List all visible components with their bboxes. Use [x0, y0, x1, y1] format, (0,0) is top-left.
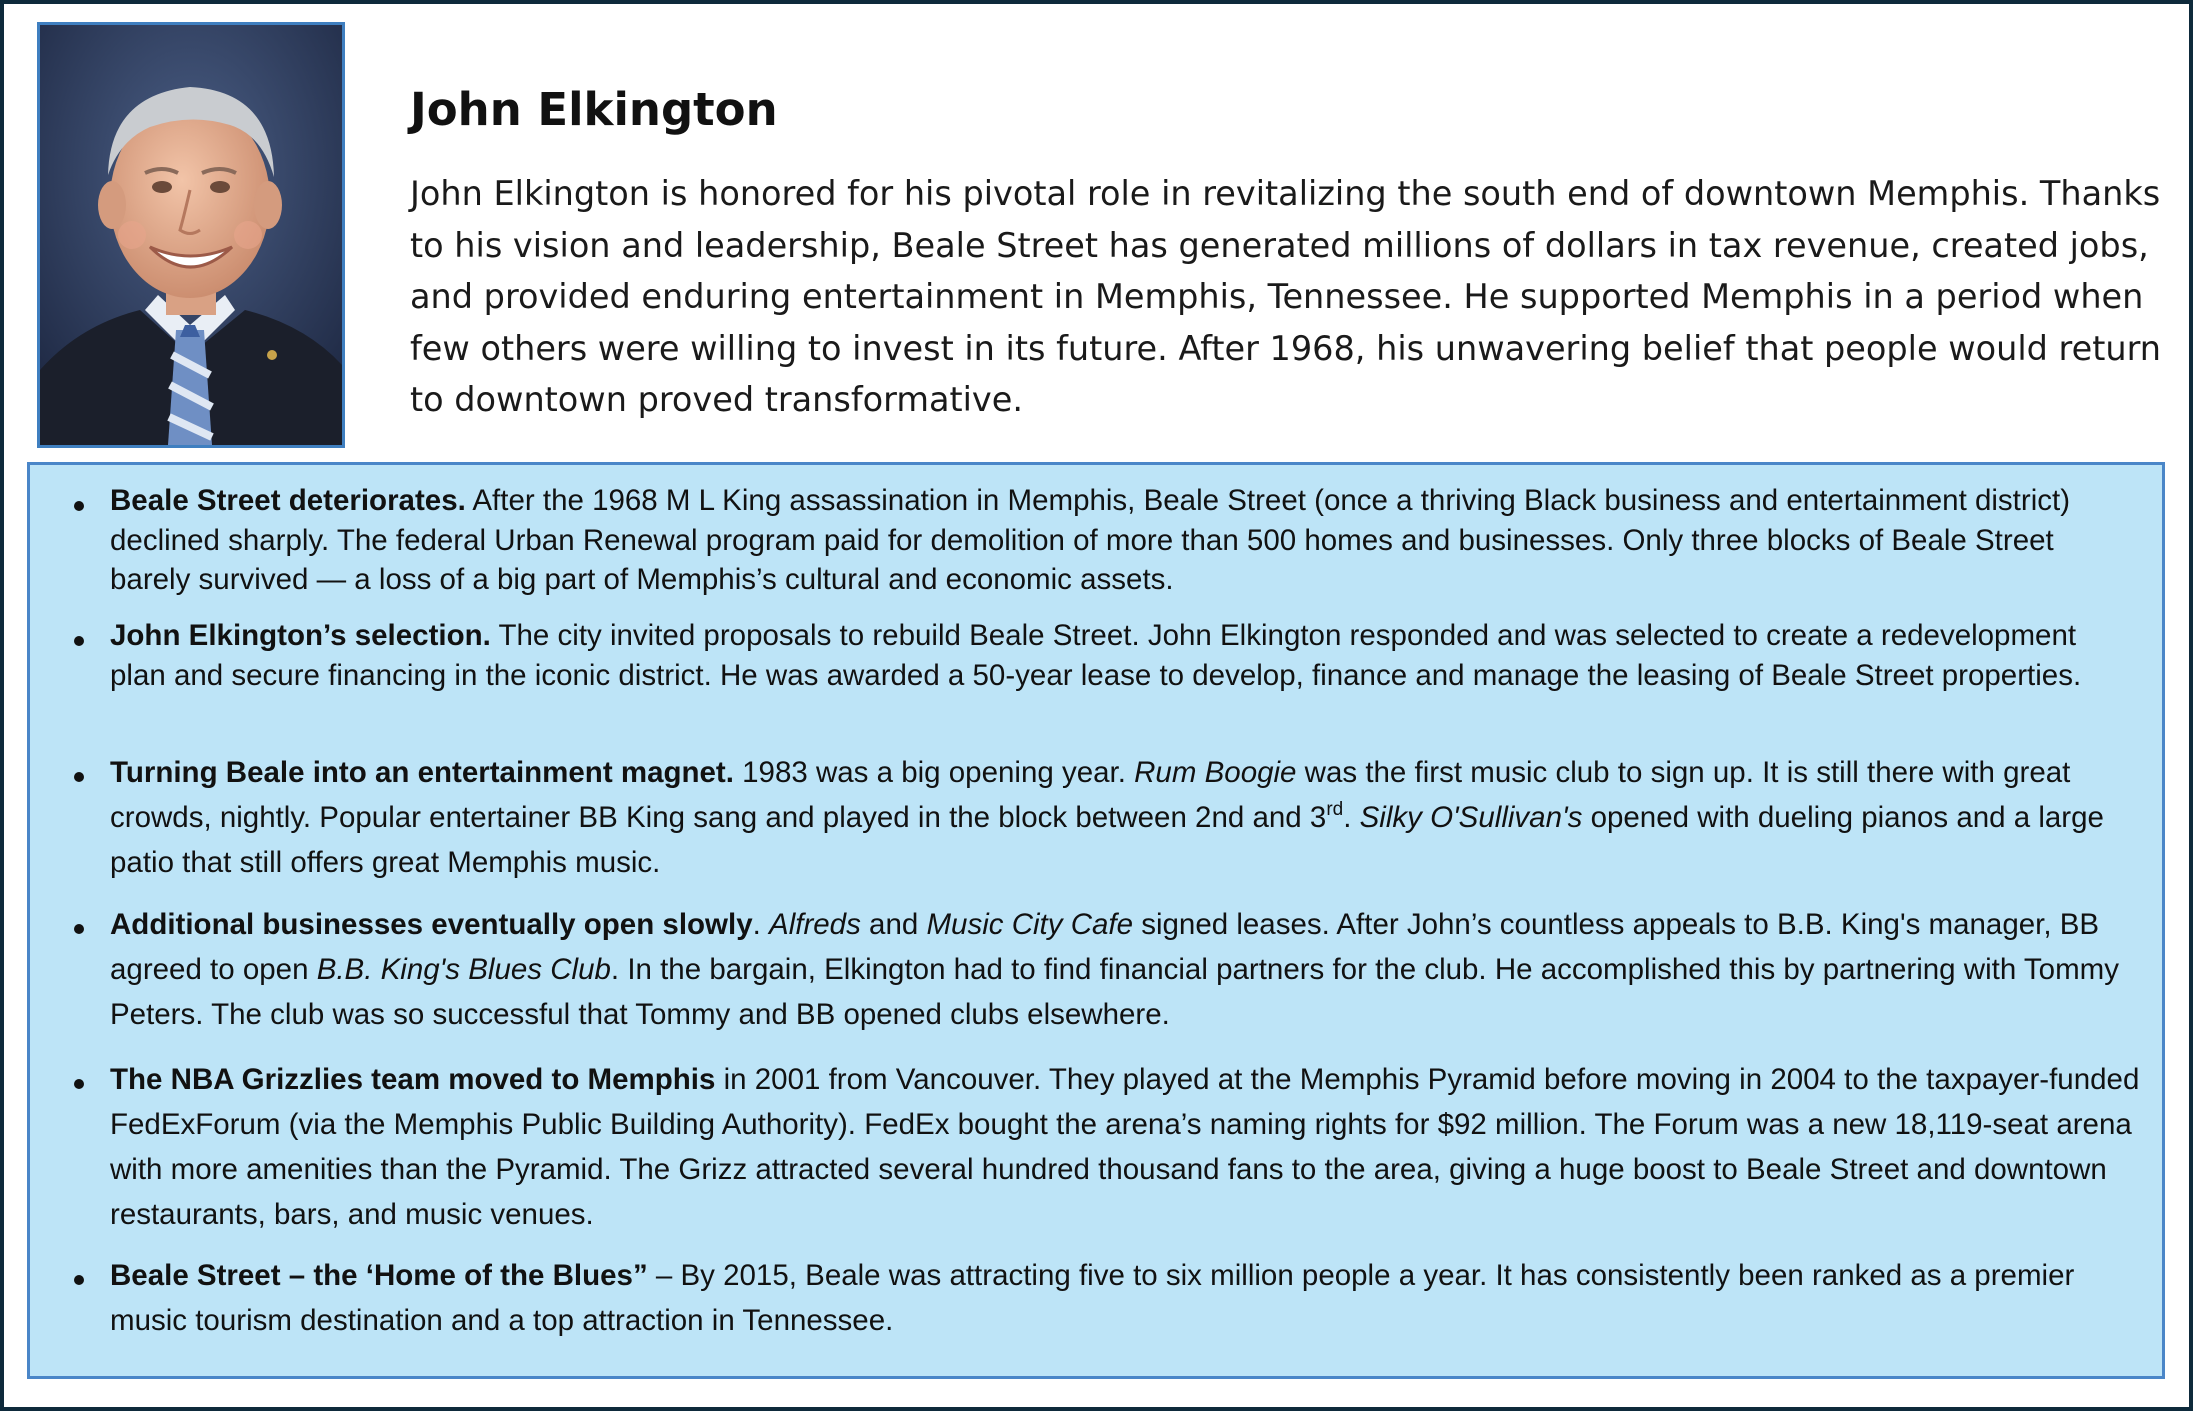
list-item-heading: John Elkington’s selection.: [110, 619, 491, 652]
list-item-body: . In the bargain, Elkington had to find financial partners for the club. He accomplished this by partnering with Tommy Peters. The club was so successful that Tommy and BB opened clubs elsewhere.: [110, 953, 2119, 1031]
highlights-panel: [27, 462, 2165, 1379]
list-item-heading: Beale Street – the ‘Home of the Blues”: [110, 1259, 648, 1292]
bullet-icon: [74, 924, 84, 934]
bullet-icon: [74, 1079, 84, 1089]
list-item-text: [110, 1057, 2140, 1237]
list-item-body: signed leases. After John’s countless appeals to B.B. King's manager, BB agreed to open: [110, 908, 2100, 986]
intro-paragraph: John Elkington is honored for his pivotal role in revitalizing the south end of downtown Memphis. Thanks to his vision and leadership, Beale Street has generated millions of dollars in tax revenue, created jobs, and provided enduring entertainment in Memphis, Tennessee. He supported Memphis in a period when few others were willing to invest in its future. After 1968, his unwavering belief that people would return to downtown proved transformative.: [410, 174, 2161, 419]
ordinal-suffix: rd: [1326, 799, 1344, 820]
venue-name: Music City Cafe: [926, 908, 1134, 941]
list-item-text: [110, 616, 2140, 695]
bullet-icon: [74, 636, 84, 646]
list-item-body: was the first music club to sign up. It is still there with great crowds, nightly. Popular entertainer BB King sang and played in the block between 2nd and 3: [110, 756, 2071, 834]
list-item-body: in 2001 from Vancouver. They played at the Memphis Pyramid before moving in 2004 to the taxpayer-funded FedExForum (via the Memphis Public Building Authority). FedEx bought the arena’s naming rights for $92 million. The Forum was a new 18,119-seat arena with more amenities than the Pyramid. The Grizz attracted several hundred thousand fans to the area, giving a huge boost to Beale Street and downtown restaurants, bars, and music venues.: [110, 1063, 2140, 1231]
list-item-body: opened with dueling pianos and a large patio that still offers great Memphis music.: [110, 801, 2104, 879]
list-item-body: – By 2015, Beale was attracting five to six million people a year. It has consistently been ranked as a premier music tourism destination and a top attraction in Tennessee.: [110, 1259, 2075, 1337]
page-title: John Elkington: [410, 83, 778, 136]
list-item-body: and: [860, 908, 927, 941]
list-item-heading: The NBA Grizzlies team moved to Memphis: [110, 1063, 716, 1096]
list-item-heading: Additional businesses eventually open slowly: [110, 908, 753, 941]
venue-name: B.B. King's Blues Club: [316, 953, 611, 986]
list-item-heading: Beale Street deteriorates.: [110, 484, 466, 517]
bullet-icon: [74, 501, 84, 511]
list-item-text: [110, 902, 2140, 1037]
list-item-body: .: [1343, 801, 1360, 834]
venue-name: Rum Boogie: [1134, 756, 1297, 789]
venue-name: Alfreds: [769, 908, 861, 941]
list-item-text: [110, 1253, 2140, 1343]
list-item-text: [110, 750, 2140, 885]
list-item-body: 1983 was a big opening year.: [733, 756, 1135, 789]
venue-name: Silky O'Sullivan's: [1359, 801, 1583, 834]
list-item-body: .: [752, 908, 770, 941]
bullet-icon: [74, 772, 84, 782]
list-item-body: The city invited proposals to rebuild Beale Street. John Elkington responded and was selected to create a redevelopment plan and secure financing in the iconic district. He was awarded a 50-year lease to develop, finance and manage the leasing of Beale Street properties.: [110, 619, 2082, 692]
list-item-body: After the 1968 M L King assassination in Memphis, Beale Street (once a thriving Black business and entertainment district) declined sharply. The federal Urban Renewal program paid for demolition of more than 500 homes and businesses. Only three blocks of Beale Street barely survived — a loss of a big part of Memphis’s cultural and economic assets.: [110, 484, 2071, 596]
portrait-photo: [37, 22, 345, 448]
list-item-heading: Turning Beale into an entertainment magnet.: [110, 756, 734, 789]
list-item-text: [110, 481, 2140, 600]
bullet-icon: [74, 1275, 84, 1285]
